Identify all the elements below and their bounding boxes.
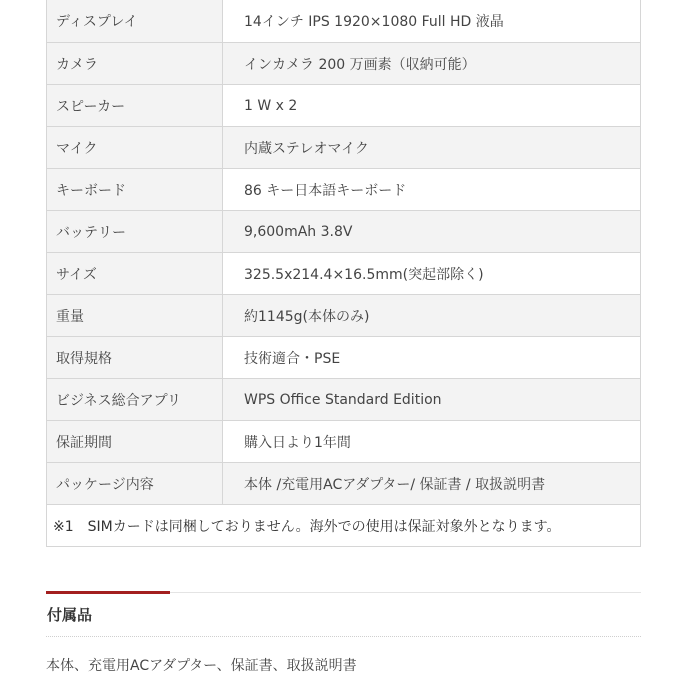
spec-row-keyboard — [47, 169, 641, 211]
spec-row-size — [47, 253, 641, 295]
spec-row-battery — [47, 211, 641, 253]
spec-note-row — [47, 505, 641, 547]
spec-value: 14インチ IPS 1920×1080 Full HD 液晶 — [223, 0, 641, 43]
spec-row-speaker — [47, 85, 641, 127]
spec-label: バッテリー — [47, 211, 223, 253]
spec-value: WPS Office Standard Edition — [223, 379, 641, 421]
spec-table — [46, 0, 641, 547]
spec-row-package — [47, 463, 641, 505]
spec-label: 取得規格 — [47, 337, 223, 379]
spec-label: 保証期間 — [47, 421, 223, 463]
section-dotted-divider — [46, 636, 641, 637]
spec-value: 技術適合・PSE — [223, 337, 641, 379]
spec-value: 約1145g(本体のみ) — [223, 295, 641, 337]
spec-value: 325.5x214.4×16.5mm(突起部除く) — [223, 253, 641, 295]
spec-label: ビジネス総合アプリ — [47, 379, 223, 421]
spec-label: スピーカー — [47, 85, 223, 127]
spec-note: ※1 SIMカードは同梱しておりません。海外での使用は保証対象外となります。 — [47, 505, 641, 547]
spec-label: 重量 — [47, 295, 223, 337]
spec-value: 1 W x 2 — [223, 85, 641, 127]
spec-row-certification — [47, 337, 641, 379]
spec-label: サイズ — [47, 253, 223, 295]
spec-row-display — [47, 0, 641, 43]
spec-row-warranty — [47, 421, 641, 463]
spec-row-camera — [47, 43, 641, 85]
spec-label: カメラ — [47, 43, 223, 85]
accessories-heading: 付属品 — [47, 606, 93, 624]
spec-label: ディスプレイ — [47, 0, 223, 43]
spec-label: キーボード — [47, 169, 223, 211]
spec-value: インカメラ 200 万画素（収納可能） — [223, 43, 641, 85]
spec-value: 内蔵ステレオマイク — [223, 127, 641, 169]
spec-label: パッケージ内容 — [47, 463, 223, 505]
spec-value: 購入日より1年間 — [223, 421, 641, 463]
spec-value: 86 キー日本語キーボード — [223, 169, 641, 211]
spec-value: 9,600mAh 3.8V — [223, 211, 641, 253]
spec-row-mic — [47, 127, 641, 169]
section-accent-bar — [46, 591, 170, 594]
spec-value: 本体 /充電用ACアダプター/ 保証書 / 取扱説明書 — [223, 463, 641, 505]
spec-label: マイク — [47, 127, 223, 169]
spec-row-office-app — [47, 379, 641, 421]
spec-row-weight — [47, 295, 641, 337]
accessories-text: 本体、充電用ACアダプター、保証書、取扱説明書 — [46, 658, 357, 674]
